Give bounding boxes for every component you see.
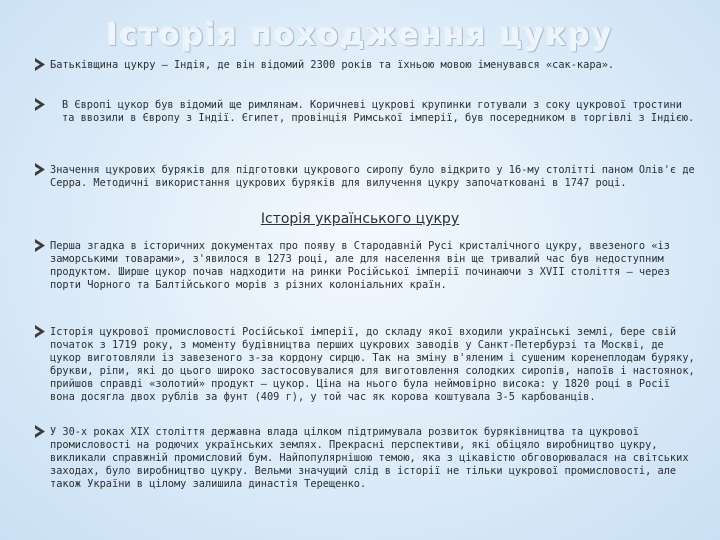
- arrow-bullet-icon: [34, 162, 46, 177]
- paragraph-text: Значення цукрових буряків для підготовки цукрового сиропу було відкрито у 16-му столітті паном Олів'є де Серра. Методичні використання цукрових буряків для вилучення цукру започатковані в 1747 році.: [50, 164, 695, 189]
- paragraph-text: Батьківщина цукру — Індія, де він відомий 2300 років та їхньою мовою іменувався «сак-кара».: [50, 59, 615, 71]
- arrow-bullet-icon: [34, 57, 46, 72]
- section-subtitle: Історія українського цукру: [260, 211, 460, 227]
- paragraph-homeland: [36, 59, 696, 72]
- paragraph-industry-history: [36, 326, 696, 404]
- paragraph-19th-century: [36, 426, 696, 491]
- arrow-bullet-icon: [34, 424, 46, 439]
- arrow-bullet-icon: [34, 324, 46, 339]
- paragraph-text: У 30-х роках XIX століття державна влада цілком підтримувала розвиток буряківництва та цукрової промисловості на родючих українських землях. Прекрасні перспективи, які обіцяло виробництво цукру, викликали справжній промисловий бум. Найпопулярнішою темою, яка з цікавістю обговорювалася на світських заходах, було виробництво цукру. Вельми значущий слід в історії не тільки цукрової промисловості, але також України в цілому залишила династія Терещенко.: [50, 426, 689, 490]
- arrow-bullet-icon: [34, 238, 46, 253]
- arrow-bullet-icon: [34, 97, 46, 112]
- paragraph-beet: [36, 164, 696, 190]
- paragraph-text: Перша згадка в історичних документах про появу в Стародавній Русі кристалічного цукру, ввезеного «із заморськими товарами», з'явилося в 1273 році, але для населення він ще тривалий час був недоступним продуктом. Ширше цукор почав надходити на ринки Російської імперії починаючи з XVII століття — через порти Чорного та Балтійського морів з різних колоніальних країн.: [50, 240, 670, 291]
- page-title: Історія походження цукру: [106, 18, 614, 53]
- paragraph-europe: [36, 99, 696, 125]
- paragraph-text: В Європі цукор був відомий ще римлянам. Коричневі цукрові крупинки готували з соку цукрової тростини та ввозили в Європу з Індії. Єгипет, провінція Римської імперії, був посередником в торгівлі з Індією.: [62, 99, 695, 124]
- paragraph-first-mention: [36, 240, 696, 292]
- paragraph-text: Історія цукрової промисловості Російської імперії, до складу якої входили українські землі, бере свій початок з 1719 року, з моменту будівництва перших цукрових заводів у Санкт-Петербурзі та Москві, де цукор виготовляли із завезеного з-за кордону сирцю. Так на зміну в'яленим і сушеним коренеплодам буряку, брукви, ріпи, які до цього широко застосовувалися для виготовлення солодких сиропів, напоїв і настоянок, прийшов справді «золотий» продукт — цукор. Ціна на нього була неймовірно висока: у 1820 році в Росії вона досягла двох рублів за фунт (409 г), у той час як корова коштувала 3-5 карбованців.: [50, 326, 695, 403]
